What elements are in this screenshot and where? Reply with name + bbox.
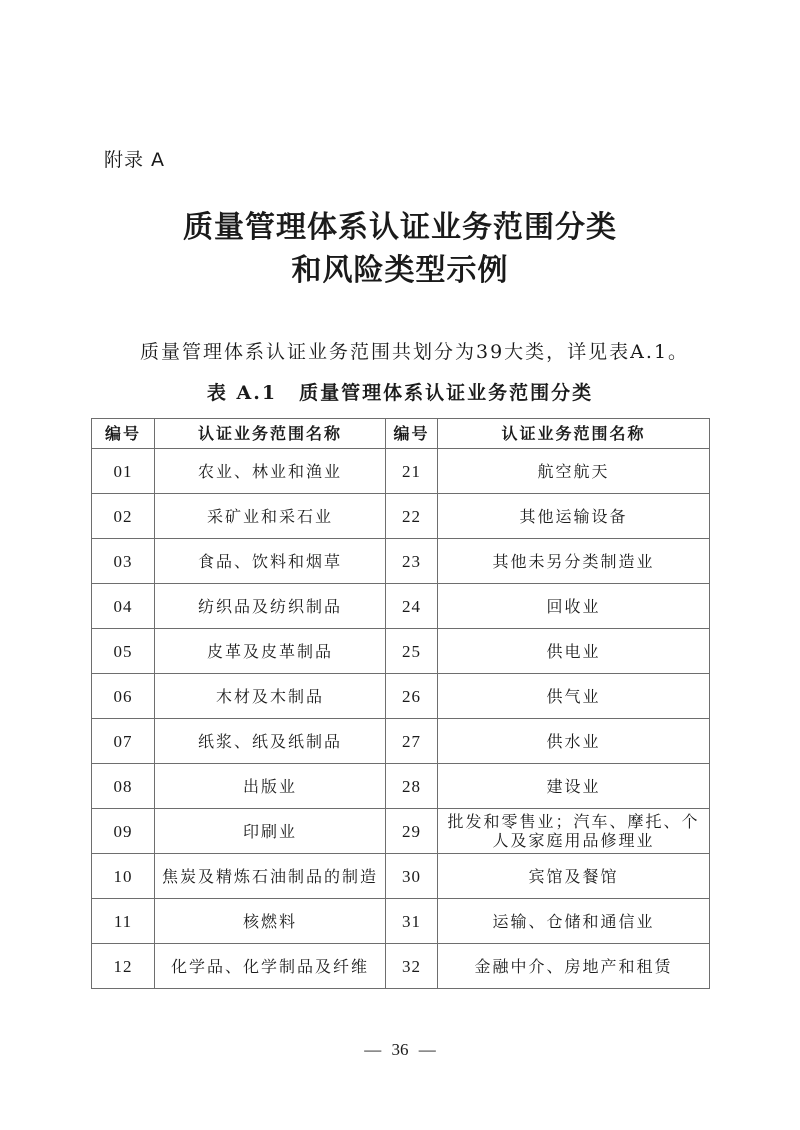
code-cell-left: 10 xyxy=(92,854,155,899)
code-cell-right: 27 xyxy=(386,719,438,764)
code-cell-left: 12 xyxy=(92,944,155,989)
code-cell-right: 25 xyxy=(386,629,438,674)
table-row xyxy=(92,899,710,944)
table-row xyxy=(92,449,710,494)
name-cell-right: 建设业 xyxy=(438,764,710,809)
code-cell-right: 24 xyxy=(386,584,438,629)
code-cell-left: 05 xyxy=(92,629,155,674)
code-cell-right: 29 xyxy=(386,809,438,854)
name-cell-right: 航空航天 xyxy=(438,449,710,494)
table-row xyxy=(92,719,710,764)
table-row xyxy=(92,494,710,539)
appendix-label: 附录 A xyxy=(104,149,166,171)
name-cell-right: 供气业 xyxy=(438,674,710,719)
header-name-left: 认证业务范围名称 xyxy=(155,419,386,449)
name-cell-left: 农业、林业和渔业 xyxy=(155,449,386,494)
table-row xyxy=(92,629,710,674)
code-cell-right: 32 xyxy=(386,944,438,989)
name-cell-left: 焦炭及精炼石油制品的制造 xyxy=(155,854,386,899)
page-title-line-1: 质量管理体系认证业务范围分类 xyxy=(183,210,617,245)
table-row xyxy=(92,674,710,719)
name-cell-left: 化学品、化学制品及纤维 xyxy=(155,944,386,989)
name-cell-right: 其他运输设备 xyxy=(438,494,710,539)
header-code-left: 编号 xyxy=(92,419,155,449)
header-name-right: 认证业务范围名称 xyxy=(438,419,710,449)
name-cell-right: 回收业 xyxy=(438,584,710,629)
name-cell-right: 供电业 xyxy=(438,629,710,674)
table-caption xyxy=(0,378,800,405)
name-cell-left: 纺织品及纺织制品 xyxy=(155,584,386,629)
code-cell-right: 30 xyxy=(386,854,438,899)
table-row xyxy=(92,539,710,584)
name-cell-left: 木材及木制品 xyxy=(155,674,386,719)
code-cell-right: 21 xyxy=(386,449,438,494)
table-row xyxy=(92,764,710,809)
code-cell-right: 31 xyxy=(386,899,438,944)
code-cell-right: 26 xyxy=(386,674,438,719)
name-cell-left: 出版业 xyxy=(155,764,386,809)
name-cell-left: 核燃料 xyxy=(155,899,386,944)
code-cell-right: 28 xyxy=(386,764,438,809)
table-row xyxy=(92,944,710,989)
table-header-row xyxy=(92,419,710,449)
table-row xyxy=(92,809,710,854)
intro-paragraph: 质量管理体系认证业务范围共划分为39大类，详见表A.1。 xyxy=(140,341,690,363)
code-cell-right: 22 xyxy=(386,494,438,539)
code-cell-left: 02 xyxy=(92,494,155,539)
table-row xyxy=(92,584,710,629)
code-cell-left: 03 xyxy=(92,539,155,584)
name-cell-left: 皮革及皮革制品 xyxy=(155,629,386,674)
name-cell-right: 金融中介、房地产和租赁 xyxy=(438,944,710,989)
code-cell-left: 04 xyxy=(92,584,155,629)
code-cell-left: 06 xyxy=(92,674,155,719)
name-cell-right: 供水业 xyxy=(438,719,710,764)
code-cell-left: 01 xyxy=(92,449,155,494)
name-cell-right: 运输、仓储和通信业 xyxy=(438,899,710,944)
table-row xyxy=(92,854,710,899)
scope-classification-table xyxy=(91,418,710,989)
header-code-right: 编号 xyxy=(386,419,438,449)
name-cell-right: 其他未另分类制造业 xyxy=(438,539,710,584)
name-cell-left: 印刷业 xyxy=(155,809,386,854)
code-cell-right: 23 xyxy=(386,539,438,584)
name-cell-right: 宾馆及餐馆 xyxy=(438,854,710,899)
page-number: — 36 — xyxy=(364,1040,436,1059)
code-cell-left: 08 xyxy=(92,764,155,809)
name-cell-left: 食品、饮料和烟草 xyxy=(155,539,386,584)
code-cell-left: 07 xyxy=(92,719,155,764)
name-cell-left: 采矿业和采石业 xyxy=(155,494,386,539)
code-cell-left: 11 xyxy=(92,899,155,944)
name-cell-right: 批发和零售业；汽车、摩托、个人及家庭用品修理业 xyxy=(438,809,710,854)
name-cell-left: 纸浆、纸及纸制品 xyxy=(155,719,386,764)
table-caption-number: 表 A.1 xyxy=(206,382,278,404)
table-caption-title: 质量管理体系认证业务范围分类 xyxy=(299,382,594,404)
code-cell-left: 09 xyxy=(92,809,155,854)
page-title-line-2: 和风险类型示例 xyxy=(291,253,509,288)
